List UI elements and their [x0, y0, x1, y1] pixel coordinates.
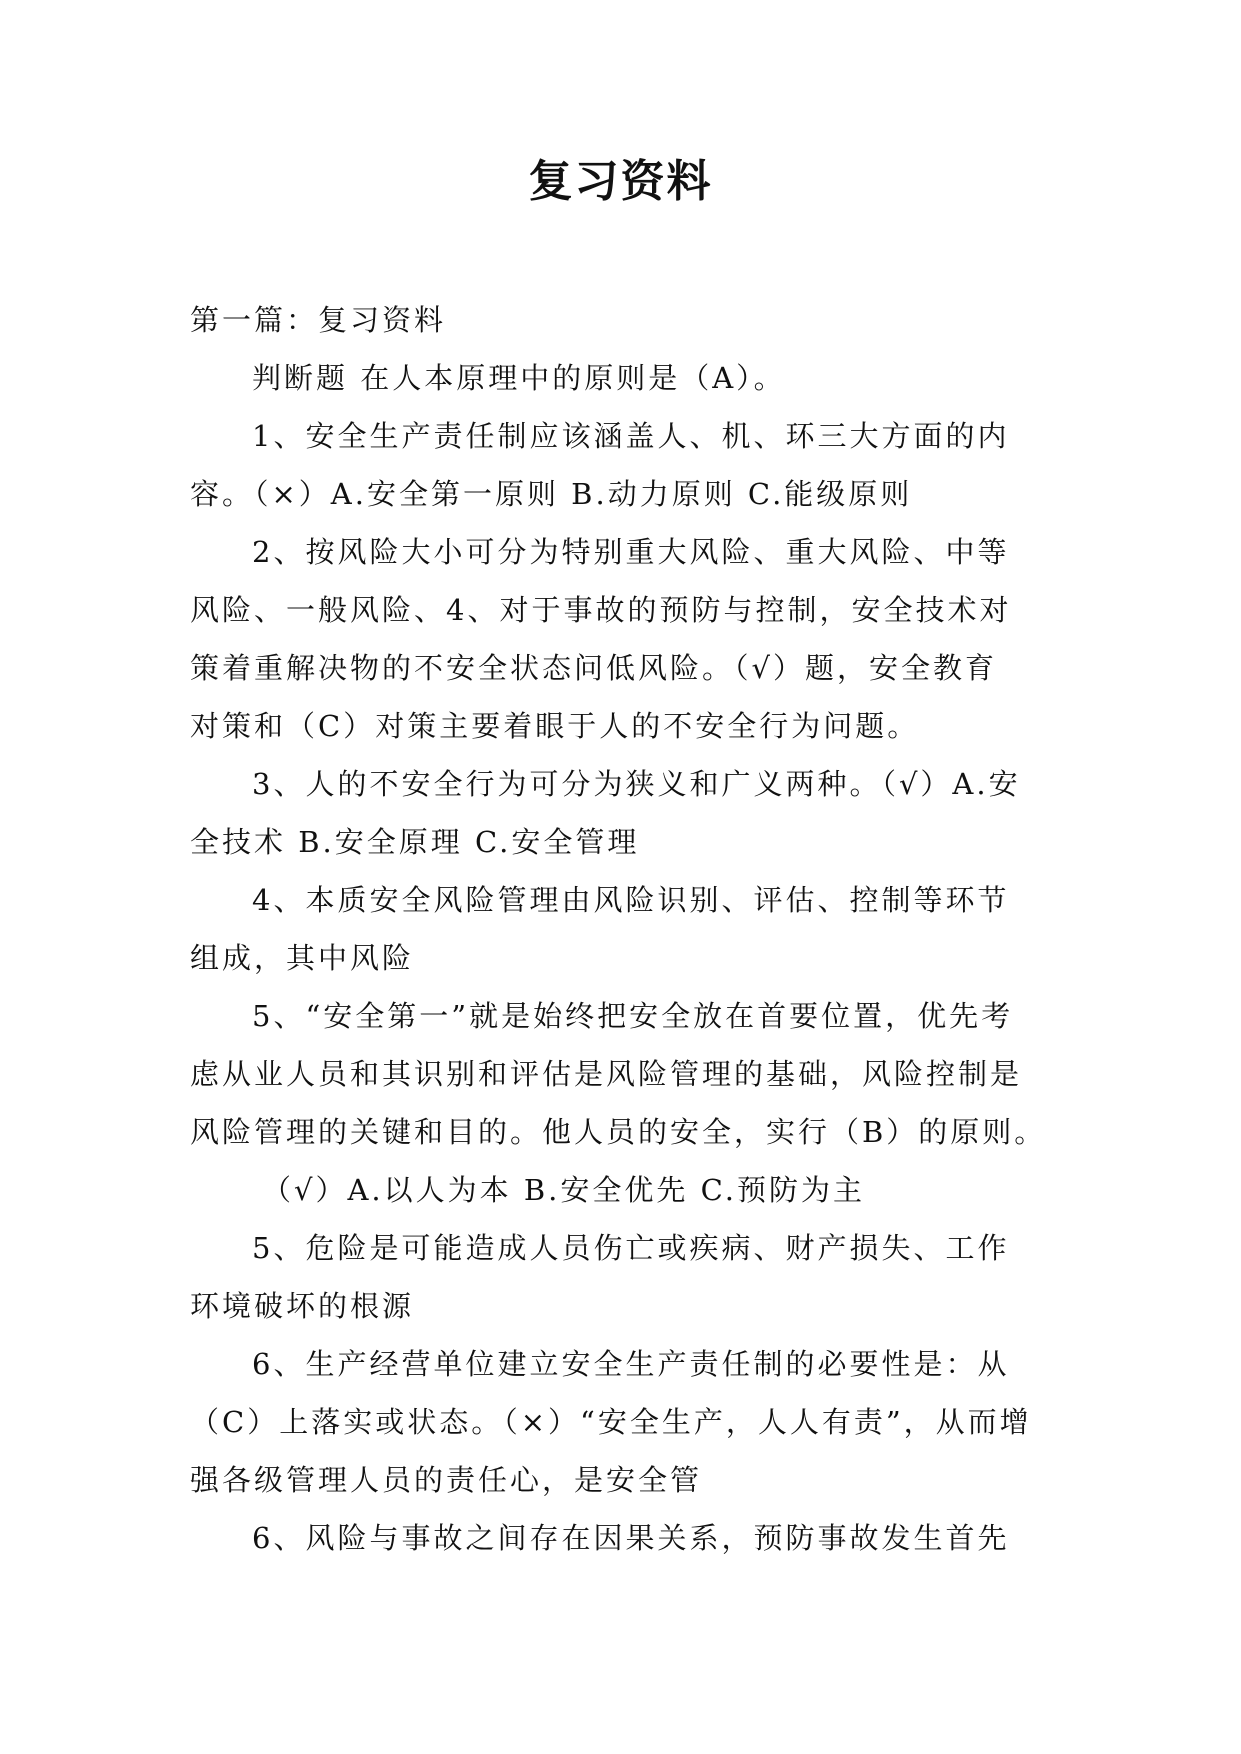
paragraph-line: 强各级管理人员的责任心，是安全管 — [190, 1463, 703, 1497]
paragraph-line: 5、危险是可能造成人员伤亡或疾病、财产损失、工作 — [252, 1231, 1010, 1265]
paragraph-line: （√）A.以人为本 B.安全优先 C.预防为主 — [262, 1173, 865, 1207]
section-heading: 第一篇：复习资料 — [190, 303, 447, 337]
paragraph-line: 5、“安全第一”就是始终把安全放在首要位置，优先考 — [252, 999, 1014, 1033]
paragraph-line: 组成，其中风险 — [190, 941, 415, 975]
paragraph-line: 对策和（C）对策主要着眼于人的不安全行为问题。 — [190, 709, 920, 743]
paragraph-line: 全技术 B.安全原理 C.安全管理 — [190, 825, 640, 859]
paragraph-line: 策着重解决物的不安全状态问低风险。（√）题，安全教育 — [190, 651, 997, 685]
paragraph-line: 6、风险与事故之间存在因果关系，预防事故发生首先 — [252, 1521, 1010, 1555]
paragraph-line: 1、安全生产责任制应该涵盖人、机、环三大方面的内 — [252, 419, 1010, 453]
paragraph-line: 3、人的不安全行为可分为狭义和广义两种。（√）A.安 — [252, 767, 1021, 801]
paragraph-line: 判断题 在人本原理中的原则是（A）。 — [252, 361, 786, 395]
document-body — [190, 291, 1070, 1567]
paragraph-line: 6、生产经营单位建立安全生产责任制的必要性是：从 — [252, 1347, 1010, 1381]
paragraph-line: 4、本质安全风险管理由风险识别、评估、控制等环节 — [252, 883, 1010, 917]
document-title: 复习资料 — [528, 156, 713, 207]
paragraph-line: 风险、一般风险、4、对于事故的预防与控制，安全技术对 — [190, 593, 1012, 627]
paragraph-line: （C）上落实或状态。（×）“安全生产，人人有责”，从而增 — [190, 1405, 1032, 1439]
paragraph-line: 2、按风险大小可分为特别重大风险、重大风险、中等 — [252, 535, 1010, 569]
paragraph-line: 风险管理的关键和目的。他人员的安全，实行（B）的原则。 — [190, 1115, 1047, 1149]
paragraph-line: 容。（×）A.安全第一原则 B.动力原则 C.能级原则 — [190, 477, 913, 511]
paragraph-line: 环境破坏的根源 — [190, 1289, 415, 1323]
paragraph-line: 虑从业人员和其识别和评估是风险管理的基础，风险控制是 — [190, 1057, 1023, 1091]
